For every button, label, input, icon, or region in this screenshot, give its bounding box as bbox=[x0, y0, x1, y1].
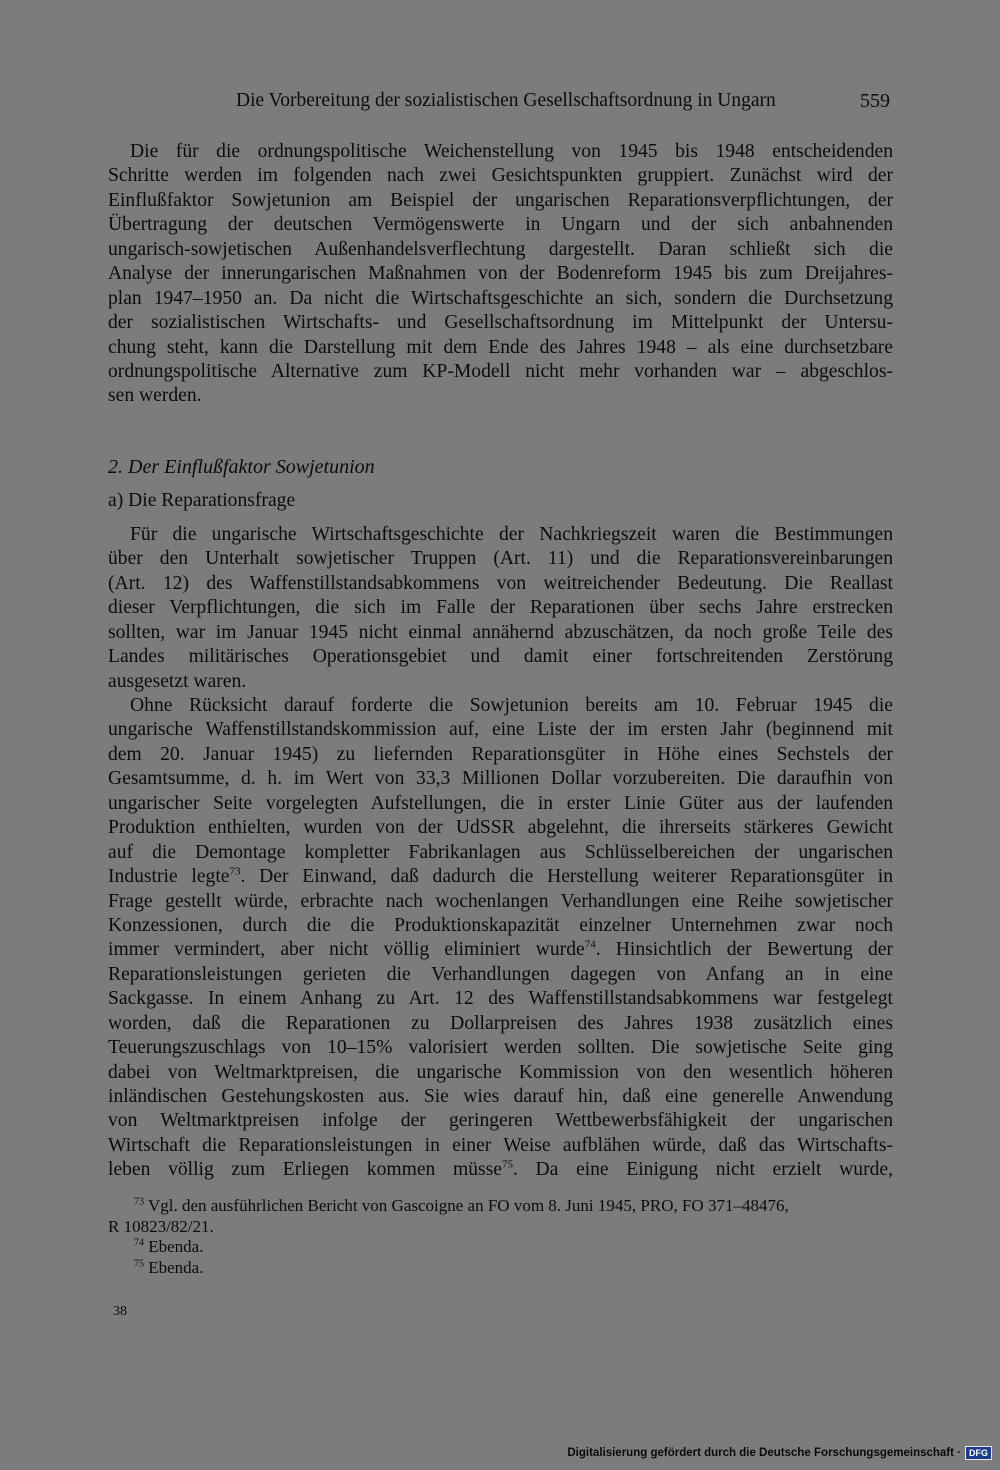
text-line bbox=[108, 865, 893, 889]
text-line: sen werden. bbox=[108, 385, 202, 407]
footnote-number: 75 bbox=[134, 1257, 144, 1269]
text-line: Ohne Rücksicht darauf forderte die Sowjetunion bereits am 10. Februar 1945 die bbox=[130, 695, 893, 716]
text-line: auf die Demontage kompletter Fabrikanlagen aus Schlüsselbereichen der ungarischen bbox=[108, 841, 893, 863]
text-line: Gesamtsumme, d. h. im Wert von 33,3 Millionen Dollar vorzubereiten. Die daraufhin von bbox=[108, 768, 893, 790]
dfg-logo[interactable]: DFG bbox=[965, 1446, 992, 1460]
text-line: Sackgasse. In einem Anhang zu Art. 12 des Waffenstillstandsabkommens war festgelegt bbox=[108, 988, 893, 1010]
text-span: . Da eine Einigung nicht erzielt wurde, bbox=[512, 1159, 893, 1181]
banner-text: Digitalisierung gefördert durch die Deutsche Forschungsgemeinschaft · bbox=[567, 1447, 961, 1459]
text-line: von Weltmarktpreisen infolge der geringeren Wettbewerbsfähigkeit der ungarischen bbox=[108, 1110, 893, 1132]
text-line: inländischen Gestehungskosten aus. Sie wies darauf hin, daß eine generelle Anwendung bbox=[108, 1086, 893, 1107]
section-heading: 2. Der Einflußfaktor Sowjetunion bbox=[108, 456, 375, 478]
text-line: Übertragung der deutschen Vermögenswerte in Ungarn und der sich anbahnenden bbox=[108, 214, 893, 236]
text-line: Analyse der innerungarischen Maßnahmen von der Bodenreform 1945 bis zum Dreijahres- bbox=[108, 263, 893, 285]
digitization-banner bbox=[567, 1446, 992, 1460]
text-line: Teuerungszuschlags von 10–15% valorisiert werden sollten. Die sowjetische Seite ging bbox=[108, 1037, 893, 1059]
text-span: leben völlig zum Erliegen kommen müsse bbox=[108, 1159, 502, 1181]
footnote-text: Vgl. den ausführlichen Bericht von Gascoigne an FO vom 8. Juni 1945, PRO, FO 371–48476, bbox=[147, 1196, 789, 1215]
text-line: ordnungspolitische Alternative zum KP-Modell nicht mehr vorhanden war – abgeschlos- bbox=[108, 360, 893, 382]
text-line: über den Unterhalt sowjetischer Truppen (Art. 11) und die Reparationsvereinbarungen bbox=[108, 548, 893, 570]
text-line: chung steht, kann die Darstellung mit dem Ende des Jahres 1948 – als eine durchsetzbare bbox=[108, 336, 893, 358]
text-line: worden, daß die Reparationen zu Dollarpreisen des Jahres 1938 zusätzlich eines bbox=[108, 1012, 893, 1034]
text-line: Konzessionen, durch die die Produktionskapazität einzelner Unternehmen zwar noch bbox=[108, 914, 893, 936]
text-span: . Hinsichtlich der Bewertung der bbox=[595, 939, 893, 961]
footnote-ref-74[interactable]: 74 bbox=[584, 938, 596, 951]
footnote-number: 73 bbox=[134, 1196, 144, 1208]
text-line: Die für die ordnungspolitische Weichenstellung von 1945 bis 1948 entscheidenden bbox=[130, 141, 893, 162]
footnote-73 bbox=[108, 1196, 903, 1217]
text-line: dabei von Weltmarktpreisen, die ungarische Kommission von den wesentlich höheren bbox=[108, 1061, 893, 1083]
subsection-heading: a) Die Reparationsfrage bbox=[108, 490, 296, 511]
footnotes bbox=[108, 1196, 903, 1278]
footnote-ref-73[interactable]: 73 bbox=[229, 865, 241, 878]
text-line: Produktion enthielten, wurden von der UdSSR abgelehnt, die ihrerseits stärkeres Gewicht bbox=[108, 817, 893, 839]
text-line: dem 20. Januar 1945) zu liefernden Reparationsgüter in Höhe eines Sechstels der bbox=[108, 743, 893, 765]
footnote-73-continuation: R 10823/82/21. bbox=[108, 1216, 214, 1236]
text-line: Wirtschaft die Reparationsleistungen in einer Weise aufblähen würde, daß das Wirtschafts- bbox=[108, 1134, 893, 1156]
running-header bbox=[236, 88, 890, 114]
signature-mark: 38 bbox=[113, 1304, 127, 1319]
footnote-75 bbox=[108, 1258, 903, 1279]
footnote-text: Ebenda. bbox=[148, 1237, 204, 1256]
text-span: Industrie legte bbox=[108, 866, 230, 888]
text-line bbox=[108, 1158, 893, 1182]
text-line: ungarische Waffenstillstandskommission auf, eine Liste der im ersten Jahr (beginnend mit bbox=[108, 719, 893, 741]
text-line: plan 1947–1950 an. Da nicht die Wirtschaftsgeschichte an sich, sondern die Durchsetzung bbox=[108, 287, 893, 309]
text-line: (Art. 12) des Waffenstillstandsabkommens von weitreichender Bedeutung. Die Reallast bbox=[108, 572, 893, 594]
footnote-ref-75[interactable]: 75 bbox=[501, 1158, 513, 1171]
text-line: der sozialistischen Wirtschafts- und Gesellschaftsordnung im Mittelpunkt der Untersu- bbox=[108, 312, 893, 334]
text-line: ungarischer Seite vorgelegten Aufstellungen, die in erster Linie Güter aus der laufenden bbox=[108, 792, 893, 814]
text-line: Frage gestellt würde, erbrachte nach wochenlangen Verhandlungen eine Reihe sowjetischer bbox=[108, 890, 893, 912]
running-title: Die Vorbereitung der sozialistischen Gesellschaftsordnung in Ungarn bbox=[236, 90, 776, 111]
text-line: Reparationsleistungen gerieten die Verhandlungen dagegen von Anfang an in eine bbox=[108, 963, 893, 985]
text-line: ausgesetzt waren. bbox=[108, 670, 247, 692]
text-line: ungarisch-sowjetischen Außenhandelsverflechtung dargestellt. Daran schließt sich die bbox=[108, 238, 893, 260]
body-paragraph-2 bbox=[108, 694, 893, 1183]
footnote-74 bbox=[108, 1237, 903, 1258]
text-line: Einflußfaktor Sowjetunion am Beispiel der ungarischen Reparationsverpflichtungen, der bbox=[108, 189, 893, 211]
page-number: 559 bbox=[860, 90, 890, 112]
footnote-number: 74 bbox=[134, 1237, 144, 1249]
intro-paragraph bbox=[108, 140, 893, 409]
footnote-text: Ebenda. bbox=[148, 1257, 204, 1277]
text-line: sollten, war im Januar 1945 nicht einmal annähernd abzuschätzen, da noch große Teile des bbox=[108, 621, 893, 643]
text-line: Für die ungarische Wirtschaftsgeschichte der Nachkriegszeit waren die Bestimmungen bbox=[130, 524, 893, 545]
body-paragraph-1 bbox=[108, 523, 893, 694]
text-line: Schritte werden im folgenden nach zwei Gesichtspunkten gruppiert. Zunächst wird der bbox=[108, 165, 893, 187]
text-line bbox=[108, 938, 893, 962]
text-span: immer vermindert, aber nicht völlig eliminiert wurde bbox=[108, 939, 585, 961]
text-line: dieser Verpflichtungen, die sich im Falle der Reparationen über sechs Jahre erstrecken bbox=[108, 597, 893, 619]
text-line: Landes militärisches Operationsgebiet und damit einer fortschreitenden Zerstörung bbox=[108, 646, 893, 668]
text-span: . Der Einwand, daß dadurch die Herstellung weiterer Reparationsgüter in bbox=[240, 866, 893, 888]
